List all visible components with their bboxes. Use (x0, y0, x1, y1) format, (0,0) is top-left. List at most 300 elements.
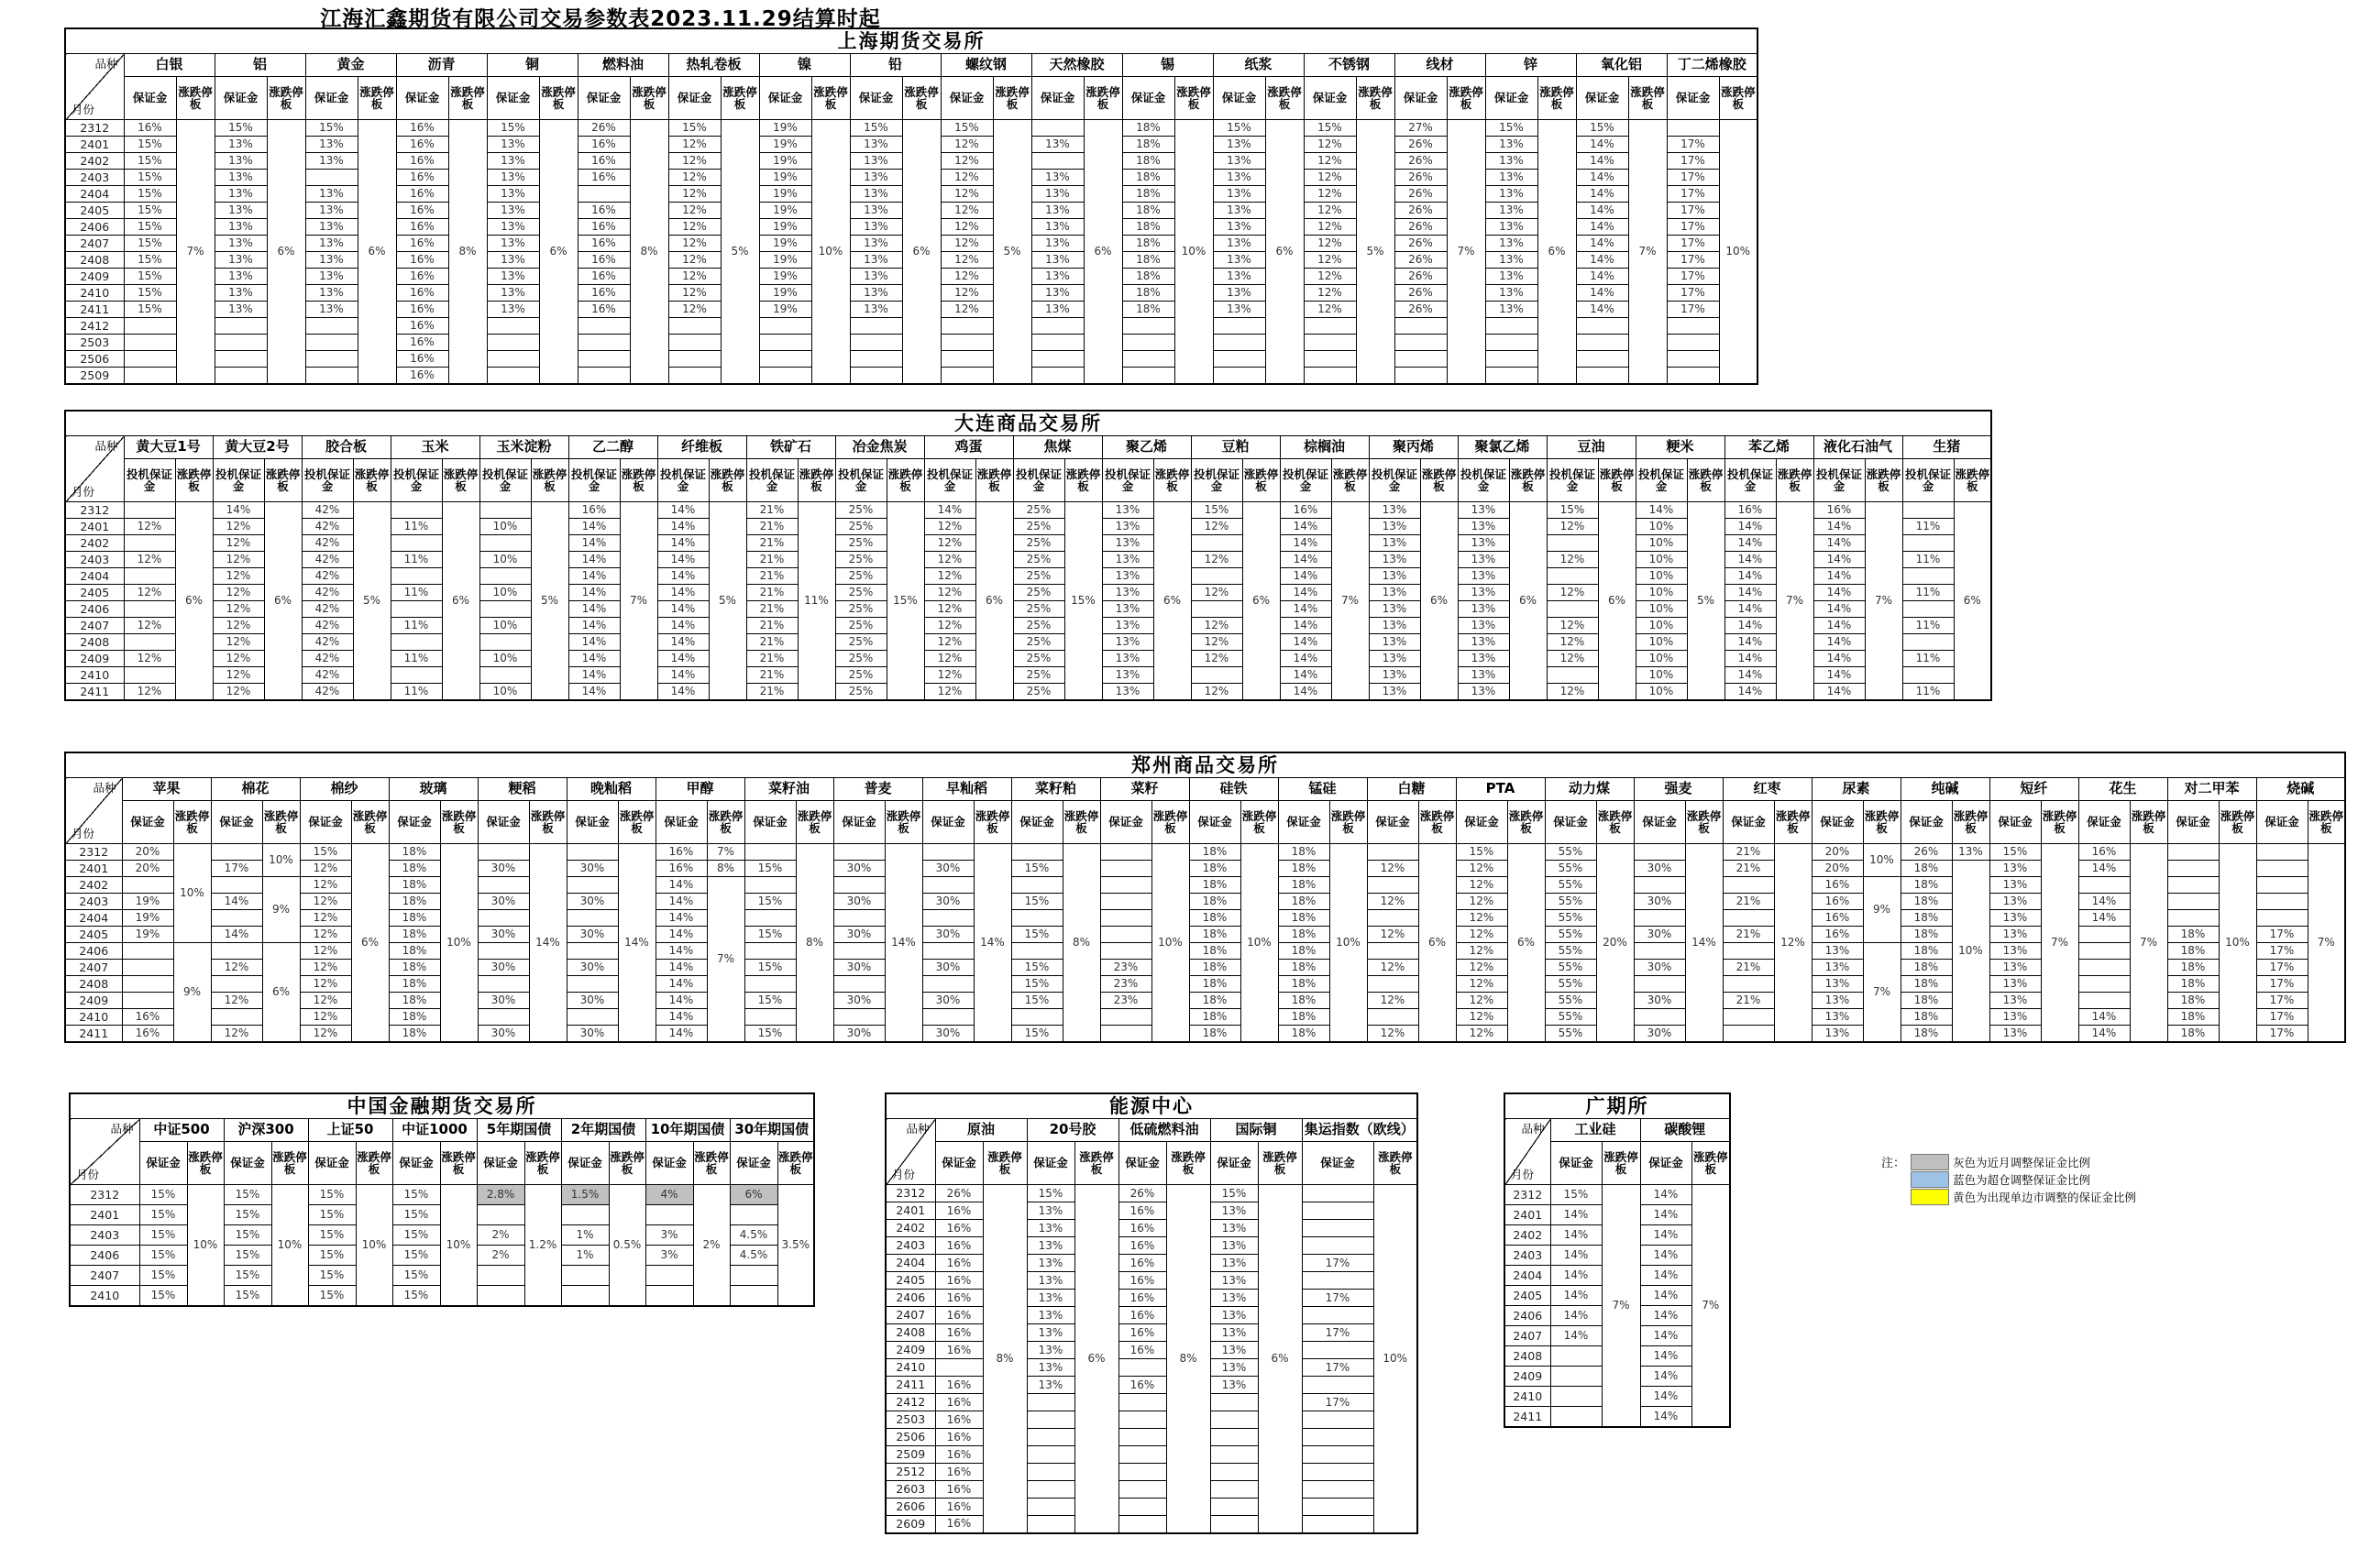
margin-cell: 14% (2078, 894, 2130, 910)
margin-cell: 15% (139, 1266, 187, 1286)
margin-cell (124, 502, 175, 519)
margin-cell: 13% (1027, 1342, 1074, 1359)
margin-cell: 16% (935, 1202, 983, 1220)
margin-cell: 13% (1031, 186, 1084, 203)
margin-cell (124, 335, 176, 351)
margin-cell: 19% (122, 927, 173, 943)
margin-cell: 14% (1813, 618, 1865, 634)
legend-label: 注： (1881, 1157, 1906, 1170)
margin-cell (1100, 894, 1151, 910)
margin-cell: 14% (1576, 285, 1628, 302)
margin-header: 保证金 (1027, 1142, 1074, 1185)
margin-cell (1118, 1359, 1166, 1377)
margin-cell: 10% (1636, 519, 1687, 535)
margin-cell: 30% (478, 1026, 529, 1042)
stop-header: 涨跌停板 (1329, 801, 1367, 844)
margin-cell: 14% (1813, 568, 1865, 585)
stop-header: 涨跌停板 (531, 459, 568, 502)
margin-cell: 13% (1485, 302, 1537, 318)
margin-cell: 12% (668, 219, 721, 236)
stop-cell: 6% (1537, 120, 1576, 384)
margin-cell: 14% (657, 634, 709, 651)
margin-cell: 14% (1813, 535, 1865, 552)
margin-cell (211, 976, 262, 993)
margin-cell: 21% (746, 634, 798, 651)
margin-cell (122, 877, 173, 894)
margin-cell: 14% (1576, 269, 1628, 285)
margin-cell: 13% (1369, 552, 1420, 568)
margin-cell: 18% (1278, 993, 1329, 1009)
margin-cell: 13% (1989, 1026, 2041, 1042)
table-china-financial-futures-exchange (69, 1092, 815, 1307)
margin-cell (1210, 1481, 1258, 1499)
margin-header: 投机保证金 (124, 459, 175, 502)
margin-cell: 12% (1456, 927, 1507, 943)
margin-cell (1485, 318, 1537, 335)
stop-cell: 7% (707, 877, 744, 1042)
margin-cell: 16% (935, 1324, 983, 1342)
margin-cell: 30% (833, 861, 885, 877)
margin-header: 保证金 (308, 1142, 356, 1185)
margin-cell: 14% (1640, 1367, 1691, 1387)
month-cell: 2406 (65, 219, 124, 236)
product-header: 花生 (2078, 778, 2167, 801)
margin-cell: 15% (392, 1246, 440, 1266)
product-header: 锡 (1122, 54, 1213, 77)
month-cell: 2411 (65, 1026, 122, 1042)
stop-header: 涨跌停板 (1687, 459, 1724, 502)
margin-cell: 2.8% (477, 1185, 524, 1205)
margin-cell: 15% (124, 137, 176, 153)
margin-cell (215, 318, 267, 335)
margin-cell: 12% (1191, 684, 1242, 700)
product-header: 棕榈油 (1280, 436, 1369, 459)
stop-cell: 5% (721, 120, 759, 384)
margin-cell: 15% (224, 1286, 271, 1306)
stop-cell: 8% (796, 844, 833, 1042)
margin-cell: 16% (1118, 1290, 1166, 1307)
margin-cell: 13% (1031, 137, 1084, 153)
margin-cell: 25% (1013, 585, 1064, 601)
margin-cell: 18% (1189, 861, 1240, 877)
margin-cell (1122, 318, 1174, 335)
stop-header: 涨跌停板 (721, 77, 759, 120)
page-title: 江海汇鑫期货有限公司交易参数表2023.11.29结算时起 (320, 7, 881, 31)
margin-cell: 12% (1304, 153, 1356, 170)
margin-cell: 21% (746, 552, 798, 568)
stop-header: 涨跌停板 (887, 459, 924, 502)
margin-cell: 12% (924, 684, 975, 700)
margin-cell (1550, 1387, 1602, 1407)
stop-cell: 15% (887, 502, 924, 700)
margin-cell: 20% (122, 844, 173, 861)
margin-cell: 15% (308, 1205, 356, 1225)
margin-cell (1667, 351, 1719, 368)
margin-cell: 14% (1280, 519, 1331, 535)
margin-cell (2256, 844, 2308, 861)
month-cell: 2512 (886, 1464, 935, 1481)
margin-cell: 13% (1102, 552, 1153, 568)
margin-cell (833, 844, 885, 861)
stop-header: 涨跌停板 (620, 459, 657, 502)
margin-header: 保证金 (305, 77, 358, 120)
corner-label-month: 月份 (892, 1167, 916, 1181)
margin-cell: 13% (850, 236, 902, 252)
margin-cell (487, 318, 539, 335)
margin-header: 保证金 (656, 801, 707, 844)
margin-cell: 14% (1550, 1246, 1602, 1266)
margin-cell: 16% (935, 1307, 983, 1324)
margin-cell: 30% (567, 1026, 618, 1042)
margin-header: 保证金 (477, 1142, 524, 1185)
stop-header: 涨跌停板 (993, 77, 1031, 120)
margin-cell: 18% (1278, 943, 1329, 960)
margin-cell (211, 844, 262, 861)
margin-cell: 19% (759, 302, 811, 318)
month-cell: 2411 (65, 684, 124, 700)
margin-cell: 10% (1636, 585, 1687, 601)
margin-cell (1302, 1237, 1373, 1255)
margin-cell: 13% (1369, 502, 1420, 519)
margin-cell (478, 943, 529, 960)
margin-cell: 18% (389, 976, 440, 993)
margin-cell: 18% (1901, 976, 1952, 993)
margin-cell: 13% (1027, 1237, 1074, 1255)
margin-cell: 10% (1636, 667, 1687, 684)
margin-cell: 16% (2078, 844, 2130, 861)
margin-cell: 16% (568, 502, 620, 519)
margin-cell: 13% (1027, 1324, 1074, 1342)
margin-cell: 26% (1394, 252, 1447, 269)
margin-cell: 15% (1011, 894, 1063, 910)
margin-cell (1667, 120, 1719, 137)
stop-cell: 5% (353, 502, 391, 700)
stop-header: 涨跌停板 (885, 801, 922, 844)
margin-cell: 14% (568, 552, 620, 568)
stop-cell: 8% (1063, 844, 1100, 1042)
margin-cell (1118, 1464, 1166, 1481)
product-header: 锰硅 (1278, 778, 1367, 801)
margin-cell: 13% (1213, 285, 1265, 302)
margin-header: 保证金 (744, 801, 796, 844)
margin-cell: 18% (1278, 1026, 1329, 1042)
margin-cell: 13% (1989, 1009, 2041, 1026)
margin-cell: 13% (1369, 535, 1420, 552)
margin-cell (1576, 318, 1628, 335)
margin-cell: 16% (396, 318, 448, 335)
margin-header: 保证金 (567, 801, 618, 844)
stop-header: 涨跌停板 (1418, 801, 1456, 844)
margin-cell: 15% (744, 993, 796, 1009)
margin-cell (1304, 368, 1356, 384)
margin-header: 保证金 (478, 801, 529, 844)
margin-cell: 14% (656, 993, 707, 1009)
margin-cell: 13% (1213, 219, 1265, 236)
margin-cell: 13% (1812, 943, 1863, 960)
product-header: 菜籽 (1100, 778, 1189, 801)
margin-cell: 15% (668, 120, 721, 137)
margin-cell: 42% (302, 667, 353, 684)
product-header: 苹果 (122, 778, 211, 801)
margin-cell (1547, 601, 1598, 618)
margin-cell: 16% (935, 1464, 983, 1481)
margin-cell (1031, 351, 1084, 368)
margin-cell: 14% (1724, 634, 1776, 651)
margin-cell: 13% (1210, 1255, 1258, 1272)
stop-cell: 7% (2041, 844, 2078, 1042)
margin-cell: 13% (1485, 170, 1537, 186)
margin-cell: 13% (1369, 585, 1420, 601)
margin-cell: 14% (1813, 651, 1865, 667)
margin-cell (1723, 976, 1774, 993)
stop-cell: 7% (1691, 1185, 1730, 1427)
margin-cell: 12% (213, 535, 264, 552)
margin-cell: 14% (2078, 1009, 2130, 1026)
margin-cell: 25% (1013, 684, 1064, 700)
margin-header: 保证金 (1304, 77, 1356, 120)
margin-cell: 2% (477, 1225, 524, 1246)
margin-cell: 14% (1640, 1346, 1691, 1367)
margin-cell: 16% (396, 285, 448, 302)
margin-cell: 15% (139, 1205, 187, 1225)
margin-cell (1367, 877, 1418, 894)
margin-cell: 15% (139, 1225, 187, 1246)
margin-header: 保证金 (211, 801, 262, 844)
product-header: 铁矿石 (746, 436, 835, 459)
margin-cell: 13% (1210, 1307, 1258, 1324)
margin-cell: 14% (656, 1009, 707, 1026)
margin-cell: 13% (487, 170, 539, 186)
stop-cell: 10% (1719, 120, 1757, 384)
margin-cell (744, 1009, 796, 1026)
margin-cell: 10% (1636, 634, 1687, 651)
margin-header: 投机保证金 (835, 459, 887, 502)
margin-cell: 13% (1458, 519, 1509, 535)
margin-cell: 12% (1367, 993, 1418, 1009)
margin-cell: 16% (935, 1377, 983, 1394)
margin-cell: 19% (759, 203, 811, 219)
margin-header: 投机保证金 (1724, 459, 1776, 502)
margin-cell: 13% (215, 236, 267, 252)
margin-cell: 12% (941, 302, 993, 318)
margin-cell: 13% (1458, 568, 1509, 585)
margin-cell: 16% (935, 1237, 983, 1255)
margin-cell (1191, 667, 1242, 684)
margin-cell: 26% (1394, 203, 1447, 219)
month-cell: 2409 (65, 993, 122, 1009)
stop-cell: 7% (1863, 943, 1901, 1042)
margin-cell: 15% (224, 1246, 271, 1266)
margin-cell: 16% (396, 203, 448, 219)
margin-cell: 12% (1456, 960, 1507, 976)
margin-cell: 14% (1636, 502, 1687, 519)
stop-header: 涨跌停板 (1628, 77, 1667, 120)
margin-cell: 18% (1122, 219, 1174, 236)
margin-cell: 17% (1667, 285, 1719, 302)
margin-cell: 16% (1118, 1237, 1166, 1255)
margin-cell (1011, 844, 1063, 861)
margin-cell: 25% (1013, 568, 1064, 585)
margin-cell (487, 351, 539, 368)
margin-cell: 13% (1027, 1377, 1074, 1394)
margin-cell: 16% (1812, 894, 1863, 910)
stop-cell: 10% (187, 1185, 224, 1306)
margin-cell: 16% (935, 1394, 983, 1411)
margin-cell: 10% (1636, 552, 1687, 568)
margin-cell (1302, 1464, 1373, 1481)
margin-header: 保证金 (1640, 1142, 1691, 1185)
margin-cell: 15% (308, 1246, 356, 1266)
margin-cell (1210, 1516, 1258, 1533)
margin-cell (391, 667, 442, 684)
product-header: 豆粕 (1191, 436, 1280, 459)
product-header: 焦煤 (1013, 436, 1102, 459)
exchange-title: 能源中心 (886, 1093, 1417, 1119)
margin-cell: 14% (1280, 651, 1331, 667)
table-guangzhou-futures-exchange (1504, 1092, 1731, 1428)
product-header: 黄金 (305, 54, 396, 77)
product-header: 尿素 (1812, 778, 1901, 801)
margin-cell: 12% (1367, 927, 1418, 943)
margin-cell: 25% (835, 651, 887, 667)
month-cell: 2404 (65, 910, 122, 927)
margin-cell: 13% (1031, 302, 1084, 318)
margin-cell: 13% (305, 285, 358, 302)
margin-cell: 12% (300, 960, 351, 976)
corner-label-product: 品种 (1521, 1122, 1545, 1136)
margin-cell: 14% (1813, 585, 1865, 601)
margin-cell: 18% (389, 960, 440, 976)
margin-cell (1302, 1446, 1373, 1464)
margin-cell: 12% (1304, 170, 1356, 186)
margin-cell: 15% (124, 236, 176, 252)
margin-cell: 16% (1118, 1255, 1166, 1272)
stop-header: 涨跌停板 (1509, 459, 1547, 502)
margin-cell: 18% (1122, 120, 1174, 137)
table-energy-center (885, 1092, 1418, 1534)
margin-cell: 16% (124, 120, 176, 137)
stop-header: 涨跌停板 (1240, 801, 1278, 844)
month-cell: 2509 (886, 1446, 935, 1464)
margin-cell: 13% (1213, 186, 1265, 203)
margin-cell: 12% (300, 943, 351, 960)
exchange-table (885, 1092, 1418, 1534)
margin-cell: 13% (850, 186, 902, 203)
month-cell: 2312 (65, 844, 122, 861)
margin-cell (1031, 153, 1084, 170)
exchange-title: 大连商品交易所 (65, 411, 1991, 436)
margin-cell: 16% (935, 1516, 983, 1533)
margin-cell: 14% (1576, 302, 1628, 318)
margin-cell: 16% (1118, 1307, 1166, 1324)
month-cell: 2401 (1504, 1205, 1550, 1225)
margin-cell: 15% (124, 302, 176, 318)
margin-cell: 16% (656, 861, 707, 877)
margin-cell: 12% (213, 667, 264, 684)
exchange-table (64, 752, 2346, 1043)
margin-cell (479, 601, 531, 618)
margin-cell: 14% (657, 667, 709, 684)
stop-header: 涨跌停板 (440, 801, 478, 844)
product-header: 上证50 (308, 1119, 392, 1142)
margin-cell (1210, 1411, 1258, 1429)
margin-cell: 12% (124, 552, 175, 568)
margin-cell: 42% (302, 568, 353, 585)
margin-cell: 30% (833, 1026, 885, 1042)
margin-cell (1485, 368, 1537, 384)
margin-cell: 18% (1901, 1009, 1952, 1026)
margin-cell: 13% (487, 269, 539, 285)
margin-cell: 13% (1210, 1377, 1258, 1394)
margin-cell: 4% (645, 1185, 693, 1205)
stop-cell: 6% (1265, 120, 1304, 384)
margin-cell: 15% (305, 120, 358, 137)
corner-label-month: 月份 (76, 1167, 100, 1181)
margin-cell: 18% (1901, 993, 1952, 1009)
product-header: 鸡蛋 (924, 436, 1013, 459)
margin-cell: 30% (567, 993, 618, 1009)
margin-cell: 13% (305, 236, 358, 252)
margin-cell (1210, 1446, 1258, 1464)
margin-cell: 16% (935, 1272, 983, 1290)
margin-header: 保证金 (1278, 801, 1329, 844)
margin-cell: 14% (1724, 601, 1776, 618)
margin-cell: 30% (1634, 1026, 1685, 1042)
margin-cell (941, 351, 993, 368)
margin-cell (1550, 1367, 1602, 1387)
yellow-swatch (1911, 1189, 1949, 1205)
margin-header: 投机保证金 (746, 459, 798, 502)
stop-cell: 6% (351, 844, 389, 1042)
margin-cell: 30% (1634, 960, 1685, 976)
margin-cell: 13% (1102, 585, 1153, 601)
margin-cell: 18% (389, 877, 440, 894)
margin-cell: 15% (139, 1246, 187, 1266)
margin-cell: 17% (2256, 1026, 2308, 1042)
margin-cell: 13% (305, 137, 358, 153)
margin-cell (1723, 910, 1774, 927)
margin-cell: 18% (1901, 861, 1952, 877)
margin-cell: 16% (578, 137, 630, 153)
margin-cell: 30% (478, 960, 529, 976)
gray-swatch (1911, 1154, 1949, 1170)
stop-header: 涨跌停板 (798, 459, 835, 502)
margin-cell (1485, 335, 1537, 351)
stop-header: 涨跌停板 (796, 801, 833, 844)
stop-cell: 7% (1602, 1185, 1640, 1427)
margin-cell: 11% (391, 618, 442, 634)
margin-cell (833, 910, 885, 927)
margin-cell: 15% (1213, 120, 1265, 137)
margin-cell (479, 634, 531, 651)
margin-cell: 12% (668, 170, 721, 186)
margin-cell: 12% (941, 153, 993, 170)
margin-cell: 13% (1485, 153, 1537, 170)
margin-cell: 25% (1013, 667, 1064, 684)
margin-cell: 13% (1485, 186, 1537, 203)
stop-header: 涨跌停板 (1356, 77, 1394, 120)
product-header: 聚丙烯 (1369, 436, 1458, 459)
margin-cell: 13% (1485, 285, 1537, 302)
margin-cell: 17% (1667, 252, 1719, 269)
margin-cell (668, 368, 721, 384)
stop-cell: 6% (175, 502, 213, 700)
margin-cell: 12% (1304, 269, 1356, 285)
margin-cell: 55% (1545, 993, 1596, 1009)
margin-cell: 12% (1304, 203, 1356, 219)
margin-cell (211, 877, 262, 894)
stop-cell: 6% (1598, 502, 1636, 700)
